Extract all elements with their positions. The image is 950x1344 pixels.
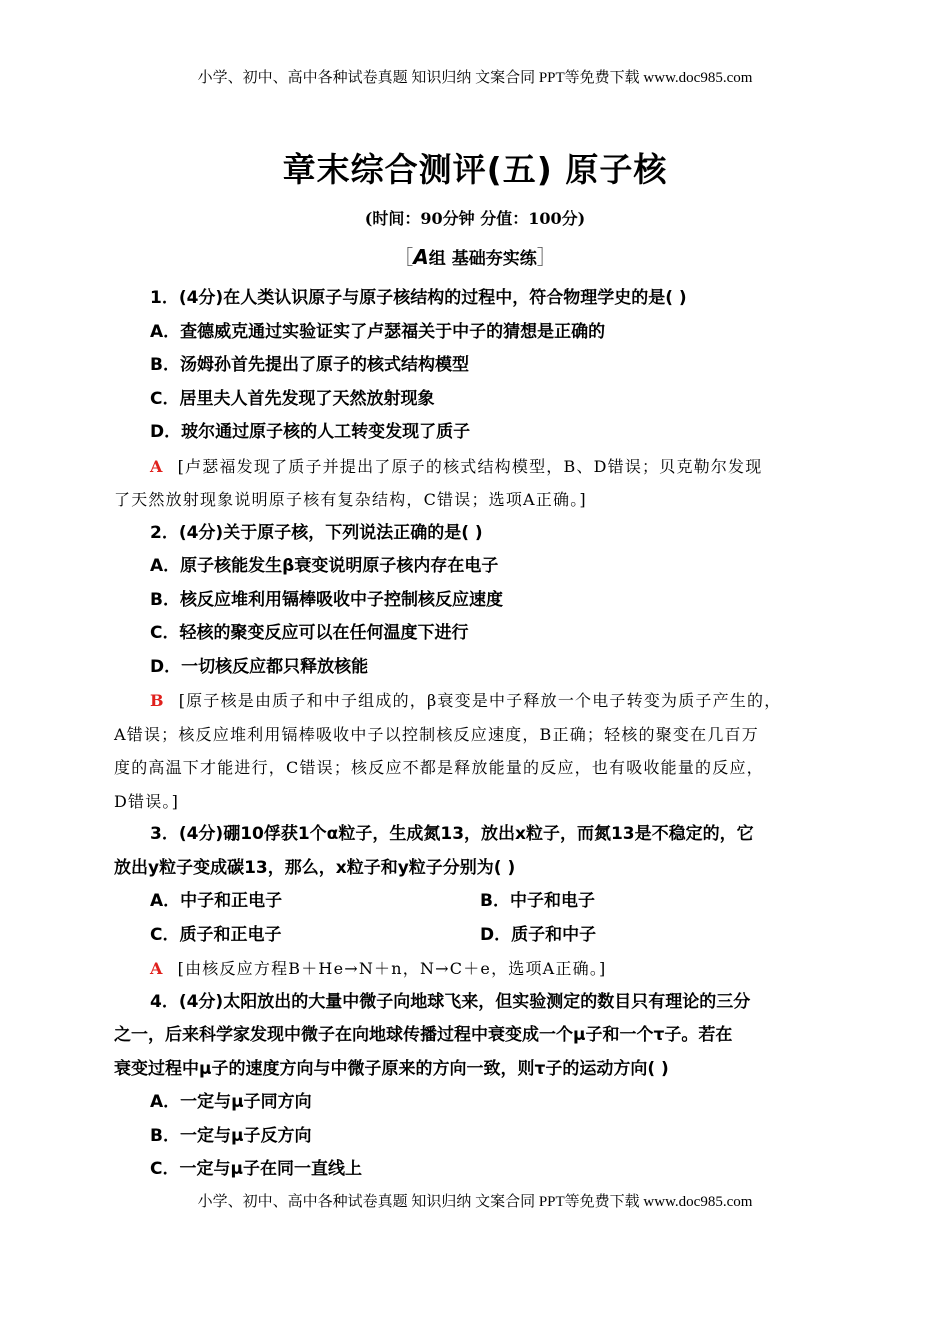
explanation-line: A错误；核反应堆利用镉棒吸收中子以控制核反应速度，B正确；轻核的聚变在几百万 xyxy=(114,724,759,744)
option-d: D．质子和中子 xyxy=(480,924,597,945)
question-stem-cont: 放出y粒子变成碳13，那么，x粒子和y粒子分别为( ) xyxy=(114,857,516,878)
option-b: B．汤姆孙首先提出了原子的核式结构模型 xyxy=(150,355,469,375)
option-a: A．一定与μ子同方向 xyxy=(150,1092,312,1112)
question-list xyxy=(114,282,838,1187)
question-stem: 3．(4分)硼10俘获1个α粒子，生成氮13，放出x粒子，而氮13是不稳定的，它 xyxy=(150,824,754,844)
answer-key: A xyxy=(150,959,164,978)
option-row xyxy=(114,919,838,953)
question-stem-cont: 衰变过程中μ子的速度方向与中微子原来的方向一致，则τ子的运动方向( ) xyxy=(114,1058,669,1079)
option-a: A．原子核能发生β衰变说明原子核内存在电子 xyxy=(150,556,499,576)
page-title: 章末综合测评(五) 原子核 xyxy=(282,150,668,189)
option-c: C．居里夫人首先发现了天然放射现象 xyxy=(150,388,435,409)
option-d: D．玻尔通过原子核的人工转变发现了质子 xyxy=(150,422,471,442)
answer-key: A xyxy=(150,456,164,476)
option-b: B．核反应堆利用镉棒吸收中子控制核反应速度 xyxy=(150,589,503,610)
option-c: C．轻核的聚变反应可以在任何温度下进行 xyxy=(150,623,469,643)
question-stem: 4．(4分)太阳放出的大量中微子向地球飞来，但实验测定的数目只有理论的三分 xyxy=(150,991,751,1012)
exam-info: (时间：90分钟 分值：100分) xyxy=(364,209,586,228)
bracket-open: ［ xyxy=(393,245,414,269)
option-c: C．质子和正电子 xyxy=(150,924,282,945)
explanation-line: D错误。] xyxy=(114,791,180,811)
option-d: D．一切核反应都只释放核能 xyxy=(150,656,369,677)
question-stem: 2．(4分)关于原子核，下列说法正确的是( ) xyxy=(150,522,483,543)
explanation-line: 了天然放射现象说明原子核有复杂结构，C错误；选项A正确。] xyxy=(114,490,587,509)
answer-key: B xyxy=(150,691,165,710)
option-a: A．查德威克通过实验证实了卢瑟福关于中子的猜想是正确的 xyxy=(150,321,606,342)
option-row xyxy=(114,885,838,919)
page-header: 小学、初中、高中各种试卷真题 知识归纳 文案合同 PPT等免费下载 www.doc985.com xyxy=(197,70,753,86)
option-b: B．一定与μ子反方向 xyxy=(150,1125,312,1146)
group-label: 组 基础夯实练 xyxy=(428,249,537,269)
section-label xyxy=(0,241,950,270)
answer-explanation: A [卢瑟福发现了质子并提出了原子的核式结构模型，B、D错误；贝克勒尔发现 xyxy=(150,456,763,476)
question-stem-cont: 之一，后来科学家发现中微子在向地球传播过程中衰变成一个μ子和一个τ子。若在 xyxy=(114,1025,733,1045)
option-b: B．中子和电子 xyxy=(480,891,595,911)
explanation-line: 度的高温下才能进行，C错误；核反应不都是释放能量的反应，也有吸收能量的反应， xyxy=(114,758,764,777)
page-footer: 小学、初中、高中各种试卷真题 知识归纳 文案合同 PPT等免费下载 www.doc985.com xyxy=(197,1194,753,1210)
answer-explanation: A [由核反应方程B＋He→N＋n，N→C＋e，选项A正确。] xyxy=(150,959,607,978)
option-a: A．中子和正电子 xyxy=(150,891,283,911)
option-c: C．一定与μ子在同一直线上 xyxy=(150,1159,362,1179)
bracket-close: ］ xyxy=(536,245,557,269)
answer-explanation: B [原子核是由质子和中子组成的，β衰变是中子释放一个电子转变为质子产生的， xyxy=(150,691,782,710)
group-letter: A xyxy=(413,245,429,269)
question-stem: 1．(4分)在人类认识原子与原子核结构的过程中，符合物理学史的是( ) xyxy=(150,288,687,308)
